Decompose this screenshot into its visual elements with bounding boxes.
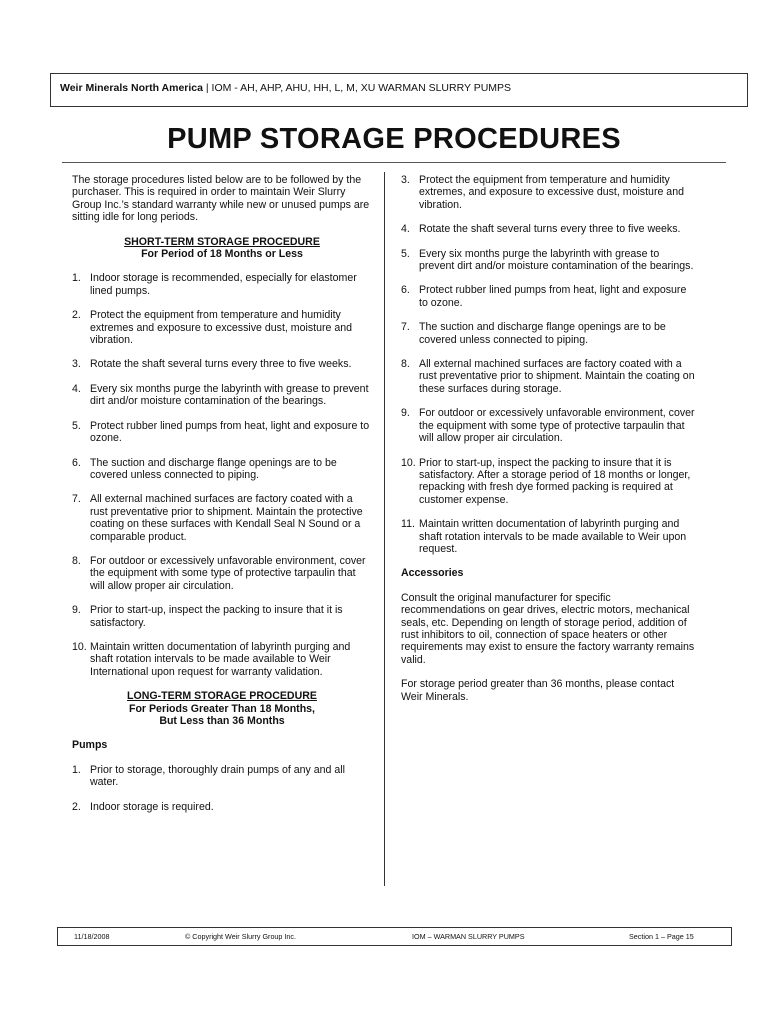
accessories-heading: Accessories bbox=[401, 567, 464, 580]
title-divider bbox=[62, 162, 726, 163]
short-term-heading: SHORT-TERM STORAGE PROCEDURE bbox=[124, 235, 320, 248]
item-number: 3. bbox=[72, 358, 81, 371]
item-number: 9. bbox=[72, 604, 81, 617]
item-text: Indoor storage is recommended, especially for elastomer lined pumps. bbox=[90, 272, 357, 297]
header-subtitle: | IOM - AH, AHP, AHU, HH, L, M, XU WARMAN SLURRY PUMPS bbox=[202, 82, 512, 94]
long-term-heading: LONG-TERM STORAGE PROCEDURE bbox=[127, 690, 317, 703]
list-item bbox=[72, 383, 372, 408]
page-title: PUMP STORAGE PROCEDURES bbox=[167, 123, 621, 155]
item-number: 10. bbox=[72, 640, 87, 653]
contact-paragraph: For storage period greater than 36 months, please contact Weir Minerals. bbox=[401, 678, 675, 703]
item-text: All external machined surfaces are factory coated with a rust preventative prior to shipment. Maintain the coating on these surfaces during storage. bbox=[419, 358, 695, 395]
item-number: 4. bbox=[401, 223, 410, 236]
short-term-subheading: For Period of 18 Months or Less bbox=[141, 248, 303, 261]
item-number: 10. bbox=[401, 456, 416, 469]
long-term-list bbox=[401, 174, 696, 555]
document-header bbox=[50, 73, 748, 107]
list-item bbox=[401, 358, 696, 395]
item-number: 6. bbox=[401, 284, 410, 297]
item-text: Rotate the shaft several turns every three to five weeks. bbox=[419, 223, 681, 236]
item-number: 7. bbox=[72, 493, 81, 506]
item-text: The suction and discharge flange openings are to be covered unless connected to piping. bbox=[90, 456, 337, 481]
list-item bbox=[72, 420, 372, 445]
item-number: 2. bbox=[72, 800, 81, 813]
list-item bbox=[401, 284, 696, 309]
short-term-heading-block bbox=[72, 236, 372, 261]
item-number: 5. bbox=[72, 419, 81, 432]
list-item bbox=[401, 321, 696, 346]
long-term-subheading-2: But Less than 36 Months bbox=[159, 715, 285, 727]
list-item bbox=[72, 764, 372, 789]
list-item bbox=[401, 248, 696, 273]
footer-page-number: Section 1 – Page 15 bbox=[629, 932, 694, 941]
list-item bbox=[72, 309, 372, 346]
item-text: Prior to start-up, inspect the packing to insure that it is satisfactory. After a storage period of 18 months or longer, repacking with fresh dye formed packing is required at customer expense. bbox=[419, 456, 691, 506]
item-text: Protect rubber lined pumps from heat, light and exposure to ozone. bbox=[419, 284, 687, 309]
list-item bbox=[72, 457, 372, 482]
accessories-paragraph: Consult the original manufacturer for specific recommendations on gear drives, electric motors, mechanical seals, etc. Depending on length of storage period, addition of rust inhibitors to oil, connection of space heaters or other requirements may exist to ensure the factory warranty remains valid. bbox=[401, 591, 695, 666]
left-column bbox=[72, 174, 372, 825]
item-number: 1. bbox=[72, 763, 81, 776]
item-number: 1. bbox=[72, 272, 81, 285]
item-number: 3. bbox=[401, 174, 410, 186]
item-text: Maintain written documentation of labyrinth purging and shaft rotation intervals to be made available to Weir upon request. bbox=[419, 518, 687, 555]
item-number: 5. bbox=[401, 247, 410, 260]
item-text: Prior to start-up, inspect the packing to insure that it is satisfactory. bbox=[90, 604, 343, 629]
intro-paragraph: The storage procedures listed below are to be followed by the purchaser. This is required in order to maintain Weir Slurry Group Inc.’s standard warranty while new or unused pumps are sitting idle for long periods. bbox=[72, 174, 370, 224]
item-text: Every six months purge the labyrinth with grease to prevent dirt and/or moisture contamination of the bearings. bbox=[419, 247, 694, 273]
item-number: 11. bbox=[401, 518, 415, 531]
company-name: Weir Minerals North America bbox=[60, 82, 203, 94]
list-item bbox=[401, 518, 696, 555]
footer-date: 11/18/2008 bbox=[74, 932, 110, 941]
list-item bbox=[72, 801, 372, 813]
item-text: For outdoor or excessively unfavorable environment, cover the equipment with some type of protective tarpaulin that will allow proper air circulation. bbox=[90, 554, 366, 592]
pumps-list bbox=[72, 764, 372, 813]
list-item bbox=[401, 223, 696, 235]
item-number: 6. bbox=[72, 456, 81, 469]
item-text: Maintain written documentation of labyrinth purging and shaft rotation intervals to be made available to Weir International upon request for warranty validation. bbox=[90, 640, 351, 678]
item-text: For outdoor or excessively unfavorable environment, cover the equipment with some type of protective tarpaulin that will allow proper air circulation. bbox=[419, 407, 695, 445]
list-item bbox=[72, 272, 372, 297]
item-text: Every six months purge the labyrinth with grease to prevent dirt and/or moisture contamination of the bearings. bbox=[90, 382, 369, 408]
short-term-list bbox=[72, 272, 372, 678]
column-divider bbox=[384, 172, 385, 886]
item-number: 2. bbox=[72, 309, 81, 322]
item-text: Protect the equipment from temperature and humidity extremes and exposure to excessive dust, moisture and vibration. bbox=[90, 309, 353, 347]
item-text: Protect the equipment from temperature and humidity extremes, and exposure to excessive dust, moisture and vibration. bbox=[419, 174, 684, 211]
list-item bbox=[72, 358, 372, 370]
right-column bbox=[401, 174, 696, 715]
long-term-heading-block bbox=[72, 690, 372, 727]
list-item bbox=[401, 407, 696, 444]
item-text: Protect rubber lined pumps from heat, light and exposure to ozone. bbox=[90, 419, 370, 445]
list-item bbox=[401, 457, 696, 507]
item-text: The suction and discharge flange openings are to be covered unless connected to piping. bbox=[419, 321, 666, 346]
list-item bbox=[72, 493, 372, 543]
footer-doc-title: IOM – WARMAN SLURRY PUMPS bbox=[412, 932, 525, 941]
list-item bbox=[72, 604, 372, 629]
item-number: 8. bbox=[401, 358, 410, 371]
document-footer bbox=[57, 927, 732, 946]
item-text: Indoor storage is required. bbox=[90, 800, 214, 813]
item-text: All external machined surfaces are factory coated with a rust preventative prior to shipment. Maintain the protective coating on these surfaces with Kendall Seal N Sound or a comparable product. bbox=[90, 493, 363, 543]
list-item bbox=[72, 555, 372, 592]
footer-copyright: © Copyright Weir Slurry Group Inc. bbox=[185, 932, 297, 941]
long-term-subheading: For Periods Greater Than 18 Months, bbox=[128, 702, 316, 715]
item-number: 8. bbox=[72, 554, 81, 567]
item-text: Prior to storage, thoroughly drain pumps of any and all water. bbox=[90, 763, 345, 789]
list-item bbox=[401, 174, 696, 211]
item-number: 4. bbox=[72, 382, 81, 395]
item-text: Rotate the shaft several turns every three to five weeks. bbox=[90, 358, 352, 371]
pumps-heading: Pumps bbox=[72, 739, 108, 752]
item-number: 9. bbox=[401, 407, 410, 420]
list-item bbox=[72, 641, 372, 678]
item-number: 7. bbox=[401, 321, 410, 334]
